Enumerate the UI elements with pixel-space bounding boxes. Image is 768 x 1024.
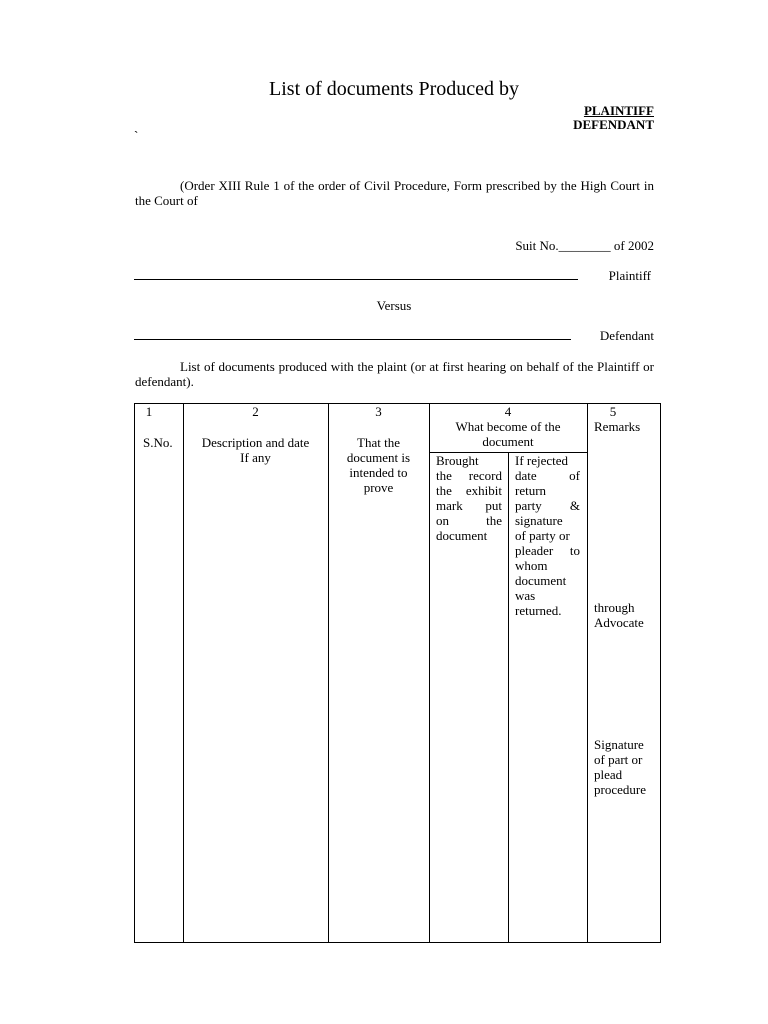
- column-divider: [508, 452, 509, 942]
- rejected-line: If rejected: [515, 453, 569, 468]
- brought-line: Brought: [436, 453, 479, 468]
- purpose-header-line: intended to: [349, 465, 408, 480]
- brought-line: the record: [436, 468, 502, 483]
- document-title: List of documents Produced by: [269, 78, 519, 100]
- stray-mark: `: [134, 128, 139, 143]
- brought-line: on the: [436, 513, 502, 528]
- defendant-name-blank: [134, 328, 571, 340]
- remarks-through-advocate: [594, 600, 644, 630]
- remarks-line: of part or: [594, 752, 643, 767]
- purpose-header: [328, 435, 429, 495]
- plaintiff-row: [134, 268, 654, 284]
- rejected-line: of party or: [515, 528, 570, 543]
- versus-label: Versus: [376, 298, 412, 313]
- description-header-line: If any: [240, 450, 271, 465]
- rejected-returned-column: [515, 453, 580, 618]
- defendant-label: Defendant: [599, 328, 654, 343]
- plaintiff-heading: PLAINTIFF: [583, 103, 654, 118]
- list-text: List of documents produced with the plaint (or at first hearing on behalf of the Plaintiff or defendant).: [135, 359, 654, 389]
- remarks-line: procedure: [594, 782, 646, 797]
- plaintiff-label: Plaintiff: [608, 268, 651, 283]
- rejected-line: pleader to: [515, 543, 580, 558]
- description-header: [183, 435, 328, 465]
- brought-line: mark put: [436, 498, 502, 513]
- defendant-row: [134, 328, 654, 344]
- brought-line: document: [436, 528, 488, 543]
- column-number: 5: [609, 404, 617, 419]
- column-number: 3: [375, 404, 382, 419]
- plaintiff-name-blank: [134, 268, 578, 280]
- remarks-line: Signature: [594, 737, 644, 752]
- rejected-line: was: [515, 588, 536, 603]
- remarks-line: plead: [594, 767, 623, 782]
- rejected-line: returned.: [515, 603, 562, 618]
- remarks-header: Remarks: [594, 419, 641, 434]
- rejected-line: date of: [515, 468, 580, 483]
- column-divider: [587, 404, 588, 942]
- rejected-line: signature: [515, 513, 563, 528]
- column-divider: [183, 404, 184, 942]
- column-number: 2: [252, 404, 259, 419]
- column-number: 4: [504, 404, 512, 419]
- purpose-header-line: document is: [346, 450, 411, 465]
- serial-number-header: S.No.: [143, 435, 173, 450]
- purpose-header-line: prove: [363, 480, 394, 495]
- brought-line: the exhibit: [436, 483, 502, 498]
- remarks-line: through: [594, 600, 635, 615]
- order-paragraph: [135, 178, 654, 208]
- documents-table: [134, 403, 661, 943]
- outcome-header-line: What become of the: [455, 419, 561, 434]
- suit-number-line: Suit No.________ of 2002: [515, 238, 654, 253]
- rejected-line: party &: [515, 498, 580, 513]
- rejected-line: document: [515, 573, 567, 588]
- order-text: (Order XIII Rule 1 of the order of Civil Procedure, Form prescribed by the High Court in the Court of: [135, 178, 654, 208]
- rejected-line: whom: [515, 558, 548, 573]
- remarks-line: Advocate: [594, 615, 644, 630]
- column-number: 1: [145, 404, 153, 419]
- defendant-heading: DEFENDANT: [573, 117, 654, 132]
- outcome-header-line: document: [482, 434, 534, 449]
- brought-on-record-column: [436, 453, 502, 543]
- list-paragraph: [135, 359, 654, 389]
- column-divider: [429, 404, 430, 942]
- outcome-header: [429, 419, 587, 449]
- description-header-line: Description and date: [201, 435, 310, 450]
- rejected-line: return: [515, 483, 547, 498]
- remarks-signature: [594, 737, 646, 797]
- purpose-header-line: That the: [357, 435, 400, 450]
